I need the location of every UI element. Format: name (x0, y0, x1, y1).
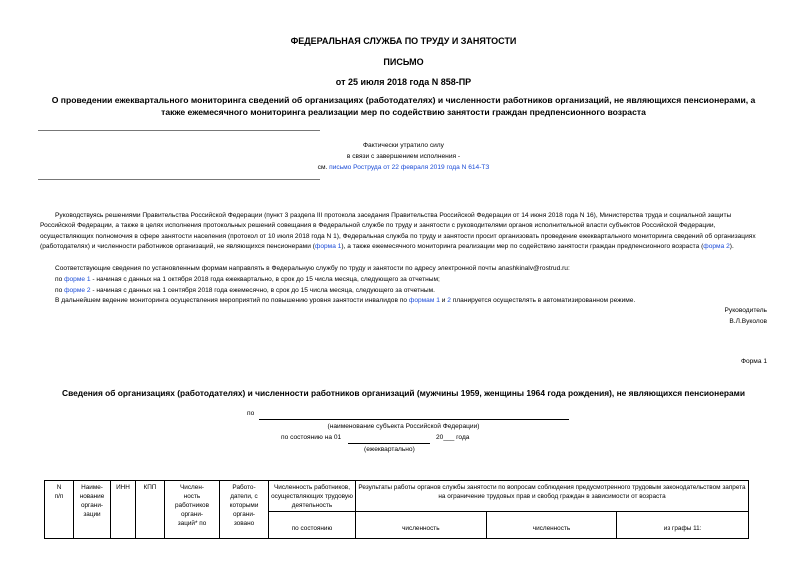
status-line-3 (0, 163, 807, 173)
p3-pre: по (55, 276, 65, 283)
agency-name: ФЕДЕРАЛЬНАЯ СЛУЖБА ПО ТРУДУ И ЗАНЯТОСТИ (290, 36, 517, 46)
month-caption: (ежеквартально) (364, 446, 415, 453)
col-number: N п/п (45, 481, 74, 539)
form-1-table (44, 480, 749, 539)
form-po: по (247, 410, 255, 417)
form-title: Сведения об организациях (работодателях) и численности работников организаций (мужчины 1959, женщины 1964 года рождения), не являющихся пенсионерами (62, 388, 745, 398)
p1-text-c: ). (729, 243, 734, 251)
region-line (259, 419, 569, 420)
col-results: Результаты работы органов службы занятости по вопросам соблюдения предусмотренного трудовым законодательством запрета на ограничение трудовых прав и свобод граждан в зависимости от возраста (356, 481, 749, 512)
signature-name: В.Л.Вуколов (729, 318, 767, 325)
link-form-1[interactable]: форма 1 (314, 243, 342, 251)
document-date-number: от 25 июля 2018 года N 858-ПР (335, 77, 472, 87)
link-forms-2[interactable]: 2 (447, 297, 451, 304)
region-caption: (наименование субъекта Российской Федерации) (327, 423, 480, 430)
divider-top (38, 130, 320, 131)
document-type: ПИСЬМО (383, 57, 424, 67)
col-workers: Численность работников, осуществляющих трудовую деятельность (269, 481, 356, 512)
col-kpp: КПП (136, 481, 165, 539)
link-form-1-b[interactable]: форме 1 (64, 276, 91, 283)
form-label: Форма 1 (740, 358, 767, 365)
paragraph-5 (55, 296, 767, 306)
status-link[interactable]: письмо Роструда от 22 февраля 2019 года N 614-ТЗ (329, 164, 490, 171)
document-subject: О проведении ежеквартального мониторинга сведений об организациях (работодателях) и численности работников организаций, не являющихся пенсионерами, а также ежемесячного мониторинга реализации мер по содействию занятости граждан предпенсионного возраста (51, 95, 756, 117)
link-forms-1[interactable]: формам 1 (408, 297, 440, 304)
col-inn: ИНН (111, 481, 136, 539)
p1-text-b: ), а также ежемесячного мониторинга реализации мер по содействию занятости граждан предпенсионного возраста ( (341, 243, 704, 251)
col-headcount: Числен- ность работников органи- заций* по (165, 481, 220, 539)
year-label: 20___ года (436, 434, 470, 441)
col-organization-name: Наиме- нование органи- зации (74, 481, 111, 539)
sub-state: по состоянию (269, 512, 356, 539)
signature-title: Руководитель (724, 307, 767, 314)
p4-pre: по (55, 287, 65, 294)
link-form-2-b[interactable]: форме 2 (64, 287, 91, 294)
month-line (348, 443, 430, 444)
state-on-label: по состоянию на 01 (281, 434, 342, 441)
sub-number-1: численность (356, 512, 487, 539)
status-prefix: см. (317, 164, 330, 171)
col-employers: Работо- датели, с которыми органи- зовано (220, 481, 269, 539)
paragraph-3 (55, 275, 767, 285)
paragraph-2: Соответствующие сведения по установленным формам направлять в Федеральную службу по труду и занятости по адресу электронной почты anashkinalv@rostrud.ru: (55, 265, 570, 272)
status-line-2: в связи с завершением исполнения - (346, 153, 461, 160)
sub-number-2: численность (486, 512, 617, 539)
p1-text-a: Руководствуясь решениями Правительства Российской Федерации (пункт 3 раздела III протокола заседания Правительства Российской Федерации от 14 июня 2018 года N 16), Министерства труда и социальной защиты Российской Федерации, а также в целях исполнения протокольных решений совещания в Федеральной службе по труду и занятости с руководителями органов исполнительной власти субъектов Российской Федерации, осуществляющих полномочия в сфере занятости населения (протокол от 10 июля 2018 года N 1), Федеральная служба по труду и занятости просит организовать проведение ежеквартального мониторинга сведений об организациях (работодателях) и численности работников организаций, не являющихся пенсионерами ( (40, 212, 756, 251)
link-form-2[interactable]: форма 2 (703, 243, 730, 251)
p5-text-c: планируется осуществлять в автоматизированном режиме. (450, 297, 636, 304)
paragraph-1 (40, 211, 767, 253)
status-line-1: Фактически утратило силу (363, 142, 444, 149)
divider-bottom (38, 179, 320, 180)
sub-from-col-11: из графы 11: (617, 512, 749, 539)
p5-text-a: В дальнейшем ведение мониторинга осуществления мероприятий по повышению уровня занятости инвалидов по (55, 297, 409, 304)
p3-post: - начиная с данных на 1 октября 2018 года ежеквартально, в срок до 15 числа месяца, следующего за отчетным; (90, 276, 440, 283)
p4-post: - начиная с данных на 1 сентября 2018 года ежемесячно, в срок до 15 числа месяца, следующего за отчетным. (90, 287, 435, 294)
p5-text-b: и (439, 297, 448, 304)
paragraph-4 (55, 286, 767, 296)
